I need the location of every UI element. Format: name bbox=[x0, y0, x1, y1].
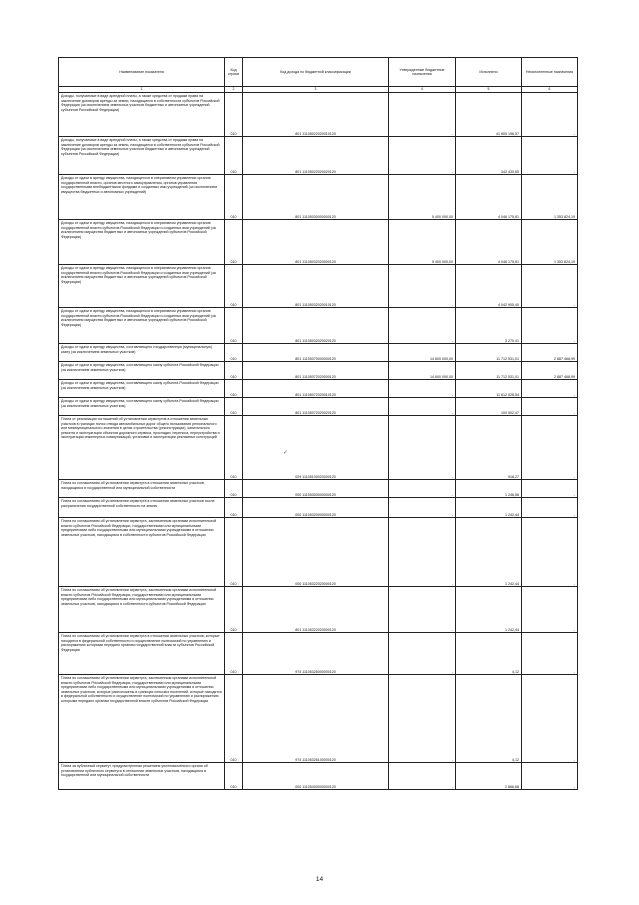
row-code-cell: 010 bbox=[225, 308, 243, 344]
row-approved-cell: - bbox=[389, 398, 456, 416]
row-kbk-cell: 974 11105326000000120 bbox=[243, 633, 389, 675]
table-row bbox=[59, 175, 578, 220]
row-approved-cell: - bbox=[389, 380, 456, 398]
row-kbk-cell: 801 11105022020020120 bbox=[243, 137, 389, 175]
row-executed-cell: 3 270,41 bbox=[456, 308, 522, 344]
column-number: 4 bbox=[389, 87, 456, 93]
row-executed-cell: 1 242,44 bbox=[456, 587, 522, 633]
row-executed-cell: 1 242,44 bbox=[456, 498, 522, 518]
table-row bbox=[59, 587, 578, 633]
row-name-cell: Плата от реализации соглашений об установлении сервитутов в отношении земельных участков в границах полос отвода автомобильных дорог общего пользования регионального или межмуниципального значения в целях строительства (реконструкции), капитального ремонта и эксплуатации объектов дорожного сервиса, прокладки, переноса, переустройства и эксплуатации инженерных коммуникаций, установки и эксплуатации рекламных конструкций bbox=[59, 416, 225, 480]
table-row bbox=[59, 416, 578, 480]
row-code-cell: 010 bbox=[225, 675, 243, 763]
table-row bbox=[59, 763, 578, 790]
row-unexecuted-cell: - bbox=[522, 93, 578, 137]
row-unexecuted-cell: 1 353 824,19 bbox=[522, 175, 578, 220]
table-row bbox=[59, 398, 578, 416]
row-code-cell: 010 bbox=[225, 416, 243, 480]
row-unexecuted-cell: - bbox=[522, 633, 578, 675]
header-name: Наименование показателя bbox=[59, 58, 225, 87]
row-unexecuted-cell: 1 353 824,19 bbox=[522, 220, 578, 265]
row-code-cell: 010 bbox=[225, 498, 243, 518]
row-kbk-cell: 801 11105072020000120 bbox=[243, 362, 389, 380]
row-code-cell: 010 bbox=[225, 137, 243, 175]
row-executed-cell: 1 242,44 bbox=[456, 518, 522, 587]
row-code-cell: 010 bbox=[225, 175, 243, 220]
row-kbk-cell: 000 11105320000000120 bbox=[243, 498, 389, 518]
row-approved-cell: - bbox=[389, 763, 456, 790]
row-kbk-cell: 801 11105022020010120 bbox=[243, 93, 389, 137]
row-unexecuted-cell: - bbox=[522, 518, 578, 587]
row-executed-cell: 4 042 905,40 bbox=[456, 265, 522, 308]
row-name-cell: Доходы от сдачи в аренду имущества, составляющего казну субъекта Российской Федерации (за исключением земельных участков) bbox=[59, 362, 225, 380]
row-code-cell: 010 bbox=[225, 518, 243, 587]
row-approved-cell: - bbox=[389, 480, 456, 498]
row-name-cell: Доходы от сдачи в аренду имущества, составляющего казну субъекта Российской Федерации (за исключением земельных участков) bbox=[59, 380, 225, 398]
row-approved-cell: - bbox=[389, 308, 456, 344]
row-executed-cell: 11 712 531,01 bbox=[456, 344, 522, 362]
row-code-cell: 010 bbox=[225, 220, 243, 265]
row-kbk-cell: 801 11105072020010120 bbox=[243, 380, 389, 398]
table-row bbox=[59, 498, 578, 518]
table-row bbox=[59, 137, 578, 175]
row-approved-cell: - bbox=[389, 498, 456, 518]
row-name-cell: Плата по соглашениям об установлении сервитута, заключенным органами исполнительной власти субъектов Российской Федерации, государственными или муниципальными предприятиями либо государственными или муниципальными учреждениями в отношении земельных участков, находящихся в собственности субъектов Российской Федерации bbox=[59, 587, 225, 633]
row-executed-cell: 100 502,47 bbox=[456, 398, 522, 416]
header-executed: Исполнено bbox=[456, 58, 522, 87]
row-kbk-cell: 801 11105072020020120 bbox=[243, 398, 389, 416]
column-number: 5 bbox=[456, 87, 522, 93]
row-name-cell: Доходы от сдачи в аренду имущества, составляющего казну субъекта Российской Федерации (за исключением земельных участков) bbox=[59, 398, 225, 416]
table-row bbox=[59, 362, 578, 380]
row-name-cell: Плата по соглашениям об установлении сервитута, заключенным органами исполнительной власти субъектов Российской Федерации, государственными или муниципальными предприятиями либо государственными или муниципальными учреждениями в отношении земельных участков, которые расположены в границах сельских поселений, которые находятся в федеральной собственности и осуществление полномочий по управлению и распоряжению которыми передано органам государственной власти субъектов Российской Федерации bbox=[59, 675, 225, 763]
row-approved-cell: - bbox=[389, 587, 456, 633]
row-code-cell: 010 bbox=[225, 587, 243, 633]
row-executed-cell: 11 712 531,01 bbox=[456, 362, 522, 380]
row-name-cell: Доходы от сдачи в аренду имущества, находящегося в оперативном управлении органов государственной власти субъектов Российской Федерации и созданных ими учреждений (за исключением имущества бюджетных и автономных учреждений субъектов Российской Федерации) bbox=[59, 220, 225, 265]
header-approved: Утвержденные бюджетные назначения bbox=[389, 58, 456, 87]
row-kbk-cell: 974 11105326100000120 bbox=[243, 675, 389, 763]
row-name-cell: Доходы от сдачи в аренду имущества, находящегося в оперативном управлении органов государственной власти, органов местного самоуправления, органов управления государственными внебюджетными фондами и созданных ими учреждений (за исключением имущества бюджетных и автономных учреждений) bbox=[59, 175, 225, 220]
row-name-cell: Доходы от сдачи в аренду имущества, находящегося в оперативном управлении органов государственной власти субъектов Российской Федерации и созданных ими учреждений (за исключением имущества бюджетных и автономных учреждений субъектов Российской Федерации) bbox=[59, 308, 225, 344]
row-unexecuted-cell: 2 887 468,99 bbox=[522, 362, 578, 380]
row-unexecuted-cell: - bbox=[522, 398, 578, 416]
row-unexecuted-cell: - bbox=[522, 308, 578, 344]
row-approved-cell: 5 400 000,00 bbox=[389, 220, 456, 265]
table-row bbox=[59, 633, 578, 675]
table-row bbox=[59, 380, 578, 398]
row-executed-cell: 4,12 bbox=[456, 633, 522, 675]
row-kbk-cell: 801 11105032020020120 bbox=[243, 308, 389, 344]
table-row bbox=[59, 518, 578, 587]
row-kbk-cell: 000 11105322020000120 bbox=[243, 518, 389, 587]
scan-mark: ✓ bbox=[283, 450, 289, 456]
column-number: 3 bbox=[243, 87, 389, 93]
row-unexecuted-cell: - bbox=[522, 480, 578, 498]
row-approved-cell: 5 400 000,00 bbox=[389, 175, 456, 220]
row-unexecuted-cell: 2 887 468,99 bbox=[522, 344, 578, 362]
row-kbk-cell: 801 11105030000000120 bbox=[243, 175, 389, 220]
row-kbk-cell: 000 11105300000000120 bbox=[243, 480, 389, 498]
row-code-cell: 010 bbox=[225, 93, 243, 137]
row-code-cell: 010 bbox=[225, 480, 243, 498]
row-unexecuted-cell: - bbox=[522, 587, 578, 633]
row-name-cell: Доходы, получаемые в виде арендной платы, а также средства от продажи права на заключение договоров аренды за земли, находящиеся в собственности субъектов Российской Федерации (за исключением земельных участков бюджетных и автономных учреждений субъектов Российской Федерации) bbox=[59, 137, 225, 175]
table-row bbox=[59, 308, 578, 344]
row-approved-cell: - bbox=[389, 416, 456, 480]
row-name-cell: Плата по соглашениям об установлении сервитута в отношении земельных участков, находящихся в государственной или муниципальной собственности bbox=[59, 480, 225, 498]
row-code-cell: 010 bbox=[225, 362, 243, 380]
row-code-cell: 010 bbox=[225, 265, 243, 308]
row-kbk-cell: 801 11105032020010120 bbox=[243, 265, 389, 308]
row-executed-cell: 4 046 175,81 bbox=[456, 175, 522, 220]
row-executed-cell: 11 612 028,54 bbox=[456, 380, 522, 398]
row-name-cell: Плата по соглашениям об установлении сервитута, заключенным органами исполнительной власти субъектов Российской Федерации, государственными или муниципальными предприятиями либо государственными или муниципальными учреждениями в отношении земельных участков, находящихся в собственности субъектов Российской Федерации bbox=[59, 518, 225, 587]
row-name-cell: Плата по соглашениям об установлении сервитута в отношении земельных участков, которые находятся в федеральной собственности и осуществление полномочий по управлению и распоряжению которыми передано органам государственной власти субъектов Российской Федерации bbox=[59, 633, 225, 675]
row-approved-cell: 14 600 000,00 bbox=[389, 362, 456, 380]
table-row bbox=[59, 93, 578, 137]
row-unexecuted-cell: - bbox=[522, 498, 578, 518]
column-number: 2 bbox=[225, 87, 243, 93]
row-code-cell: 010 bbox=[225, 633, 243, 675]
table-row bbox=[59, 220, 578, 265]
row-unexecuted-cell: - bbox=[522, 137, 578, 175]
row-kbk-cell: 000 11105400000000120 bbox=[243, 763, 389, 790]
row-approved-cell: 14 600 000,00 bbox=[389, 344, 456, 362]
row-unexecuted-cell: - bbox=[522, 675, 578, 763]
header-kbk: Код дохода по бюджетной классификации bbox=[243, 58, 389, 87]
row-approved-cell: - bbox=[389, 93, 456, 137]
row-name-cell: Доходы от сдачи в аренду имущества, находящегося в оперативном управлении органов государственной власти субъектов Российской Федерации и созданных ими учреждений (за исключением имущества бюджетных и автономных учреждений субъектов Российской Федерации) bbox=[59, 265, 225, 308]
row-name-cell: Плата за публичный сервитут, предусмотренная решением уполномоченного органа об установлении публичного сервитута в отношении земельных участков, находящихся в государственной или муниципальной собственности bbox=[59, 763, 225, 790]
row-kbk-cell: 801 11105070000000120 bbox=[243, 344, 389, 362]
row-approved-cell: - bbox=[389, 518, 456, 587]
row-kbk-cell: 801 11105322020000120 bbox=[243, 587, 389, 633]
row-unexecuted-cell: - bbox=[522, 380, 578, 398]
column-number: 1 bbox=[59, 87, 225, 93]
row-code-cell: 010 bbox=[225, 344, 243, 362]
header-unexecuted: Неисполненные назначения bbox=[522, 58, 578, 87]
revenue-table bbox=[58, 57, 578, 790]
page-number: 14 bbox=[315, 876, 324, 883]
column-number: 6 bbox=[522, 87, 578, 93]
row-code-cell: 010 bbox=[225, 763, 243, 790]
row-approved-cell: - bbox=[389, 265, 456, 308]
header-code: Код строки bbox=[225, 58, 243, 87]
table-row bbox=[59, 265, 578, 308]
row-approved-cell: - bbox=[389, 633, 456, 675]
row-executed-cell: 1 246,56 bbox=[456, 480, 522, 498]
row-executed-cell: 4,12 bbox=[456, 675, 522, 763]
row-unexecuted-cell: - bbox=[522, 416, 578, 480]
row-code-cell: 010 bbox=[225, 380, 243, 398]
row-name-cell: Плата по соглашениям об установлении сервитута в отношении земельных участков после разграничения государственной собственности на землю bbox=[59, 498, 225, 518]
header-row bbox=[59, 58, 578, 87]
row-executed-cell: 918,27 bbox=[456, 416, 522, 480]
row-executed-cell: 342 430,65 bbox=[456, 137, 522, 175]
row-executed-cell: 2 866,68 bbox=[456, 763, 522, 790]
row-approved-cell: - bbox=[389, 137, 456, 175]
row-kbk-cell: 029 11105100020000120 bbox=[243, 416, 389, 480]
row-executed-cell: 41 605 196,57 bbox=[456, 93, 522, 137]
table-row bbox=[59, 344, 578, 362]
row-executed-cell: 4 046 175,81 bbox=[456, 220, 522, 265]
table-row bbox=[59, 675, 578, 763]
row-unexecuted-cell: - bbox=[522, 763, 578, 790]
row-kbk-cell: 801 11105032020000120 bbox=[243, 220, 389, 265]
row-name-cell: Доходы от сдачи в аренду имущества, составляющего государственную (муниципальную) казну (за исключением земельных участков) bbox=[59, 344, 225, 362]
row-approved-cell: - bbox=[389, 675, 456, 763]
row-name-cell: Доходы, получаемые в виде арендной платы, а также средства от продажи права на заключение договоров аренды за земли, находящиеся в собственности субъектов Российской Федерации (за исключением земельных участков бюджетных и автономных учреждений субъектов Российской Федерации) bbox=[59, 93, 225, 137]
row-code-cell: 010 bbox=[225, 398, 243, 416]
row-unexecuted-cell: - bbox=[522, 265, 578, 308]
table-row bbox=[59, 480, 578, 498]
